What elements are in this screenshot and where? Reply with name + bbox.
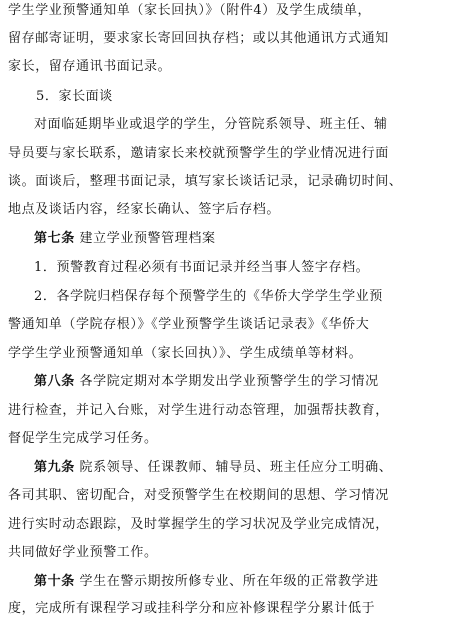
article-text: 各学院定期对本学期发出学业预警学生的学习情况 xyxy=(74,374,379,389)
article-label: 第十条 xyxy=(34,574,75,589)
article-text: 院系领导、任课教师、辅导员、班主任应分工明确、 xyxy=(74,460,393,475)
text-line: 共同做好学业预警工作。 xyxy=(8,545,158,560)
text-line: 进行实时动态跟踪，及时掌握学生的学习状况及学业完成情况， xyxy=(8,517,389,532)
text-line: 留存邮寄证明，要求家长寄回回执存档；或以其他通讯方式通知 xyxy=(8,31,389,46)
article-8 xyxy=(34,371,467,393)
text-line: 对面临延期毕业或退学的学生，分管院系领导、班主任、辅 xyxy=(34,117,388,132)
text-line: 地点及谈话内容，经家长确认、签字后存档。 xyxy=(8,202,281,217)
article-text: 建立学业预警管理档案 xyxy=(74,231,216,246)
section-heading-5: 5．家长面谈 xyxy=(36,89,113,104)
text-line: 学学生学业预警通知单（家长回执）》、学生成绩单等材料。 xyxy=(8,346,363,361)
article-10 xyxy=(34,571,467,593)
text-line: 家长，留存通讯书面记录。 xyxy=(8,59,172,74)
article-7 xyxy=(34,228,467,250)
text-line: 督促学生完成学习任务。 xyxy=(8,431,158,446)
article-label: 第八条 xyxy=(34,374,75,389)
article-label: 第七条 xyxy=(34,231,75,246)
text-line: 导员要与家长联系，邀请家长来校就预警学生的学业情况进行面 xyxy=(8,146,389,161)
article-text: 学生在警示期按所修专业、所在年级的正常教学进 xyxy=(74,574,379,589)
text-line: 2．各学院归档保存每个预警学生的《华侨大学学生学业预 xyxy=(34,289,383,304)
text-line: 进行检查，并记入台账，对学生进行动态管理，加强帮扶教育， xyxy=(8,403,389,418)
article-label: 第九条 xyxy=(34,460,75,475)
text-line: 学生学业预警通知单（家长回执）》（附件4）及学生成绩单， xyxy=(8,3,372,18)
text-line: 度，完成所有课程学习或挂科学分和应补修课程学分累计低于 xyxy=(8,601,376,616)
text-line: 1．预警教育过程必须有书面记录并经当事人签字存档。 xyxy=(34,260,370,275)
text-line: 警通知单（学院存根）》《学业预警学生谈话记录表》《华侨大 xyxy=(8,317,370,332)
text-line: 各司其职、密切配合，对受预警学生在校期间的思想、学习情况 xyxy=(8,488,389,503)
text-line: 谈。面谈后，整理书面记录，填写家长谈话记录，记录确切时间、 xyxy=(8,174,403,189)
article-9 xyxy=(34,457,467,479)
